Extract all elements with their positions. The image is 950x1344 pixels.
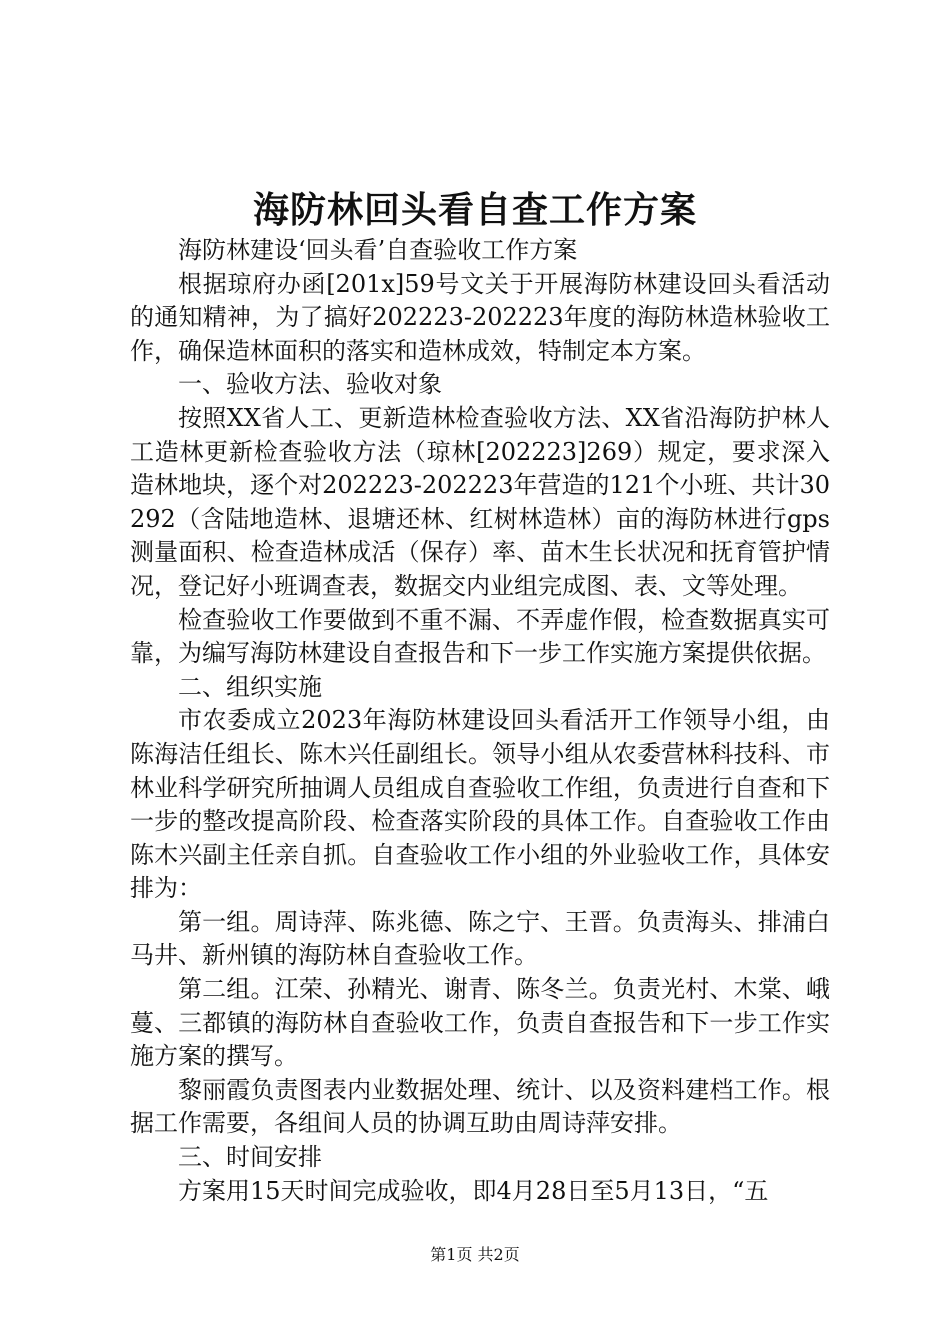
data-processing-paragraph: 黎丽霞负责图表内业数据处理、统计、以及资料建档工作。根据工作需要，各组间人员的协调互助由周诗萍安排。 (130, 1075, 830, 1138)
intro-paragraph: 根据琼府办函[201x]59号文关于开展海防林建设回头看活动的通知精神，为了搞好202223-202223年度的海防林造林验收工作，确保造林面积的落实和造林成效，特制定本方案。 (130, 269, 830, 365)
page-number-footer: 第1页 共2页 (430, 1245, 520, 1264)
schedule-paragraph: 方案用15天时间完成验收，即4月28日至5月13日，“五 (178, 1176, 769, 1205)
group-one-paragraph: 第一组。周诗萍、陈兆德、陈之宁、王晋。负责海头、排浦白马井、新州镇的海防林自查验收工作。 (130, 907, 830, 970)
group-two-paragraph: 第二组。江荣、孙精光、谢青、陈冬兰。负责光村、木棠、峨蔓、三都镇的海防林自查验收工作，负责自查报告和下一步工作实施方案的撰写。 (130, 975, 830, 1071)
subtitle-paragraph: 海防林建设‘回头看’自查验收工作方案 (178, 236, 578, 264)
document-title: 海防林回头看自查工作方案 (252, 189, 697, 231)
document-body (130, 234, 830, 1208)
section-heading-2: 二、组织实施 (178, 672, 322, 701)
method-paragraph: 按照XX省人工、更新造林检查验收方法、XX省沿海防护林人工造林更新检查验收方法（琼林[202223]269）规定，要求深入造林地块，逐个对202223-202223年营造的121个小班、共计30292（含陆地造林、退塘还林、红树林造林）亩的海防林进行gps测量面积、检查造林成活（保存）率、苗木生长状况和抚育管护情况，登记好小班调查表，数据交内业组完成图、表、文等处理。 (130, 403, 830, 600)
section-heading-1: 一、验收方法、验收对象 (178, 370, 442, 399)
section-heading-3: 三、时间安排 (178, 1143, 322, 1172)
organization-paragraph: 市农委成立2023年海防林建设回头看活开工作领导小组，由陈海洁任组长、陈木兴任副组长。领导小组从农委营林科技科、市林业科学研究所抽调人员组成自查验收工作组，负责进行自查和下一步的整改提高阶段、检查落实阶段的具体工作。自查验收工作由陈木兴副主任亲自抓。自查验收工作小组的外业验收工作，具体安排为： (130, 706, 830, 903)
requirement-paragraph: 检查验收工作要做到不重不漏、不弄虚作假，检查数据真实可靠，为编写海防林建设自查报告和下一步工作实施方案提供依据。 (130, 605, 830, 668)
